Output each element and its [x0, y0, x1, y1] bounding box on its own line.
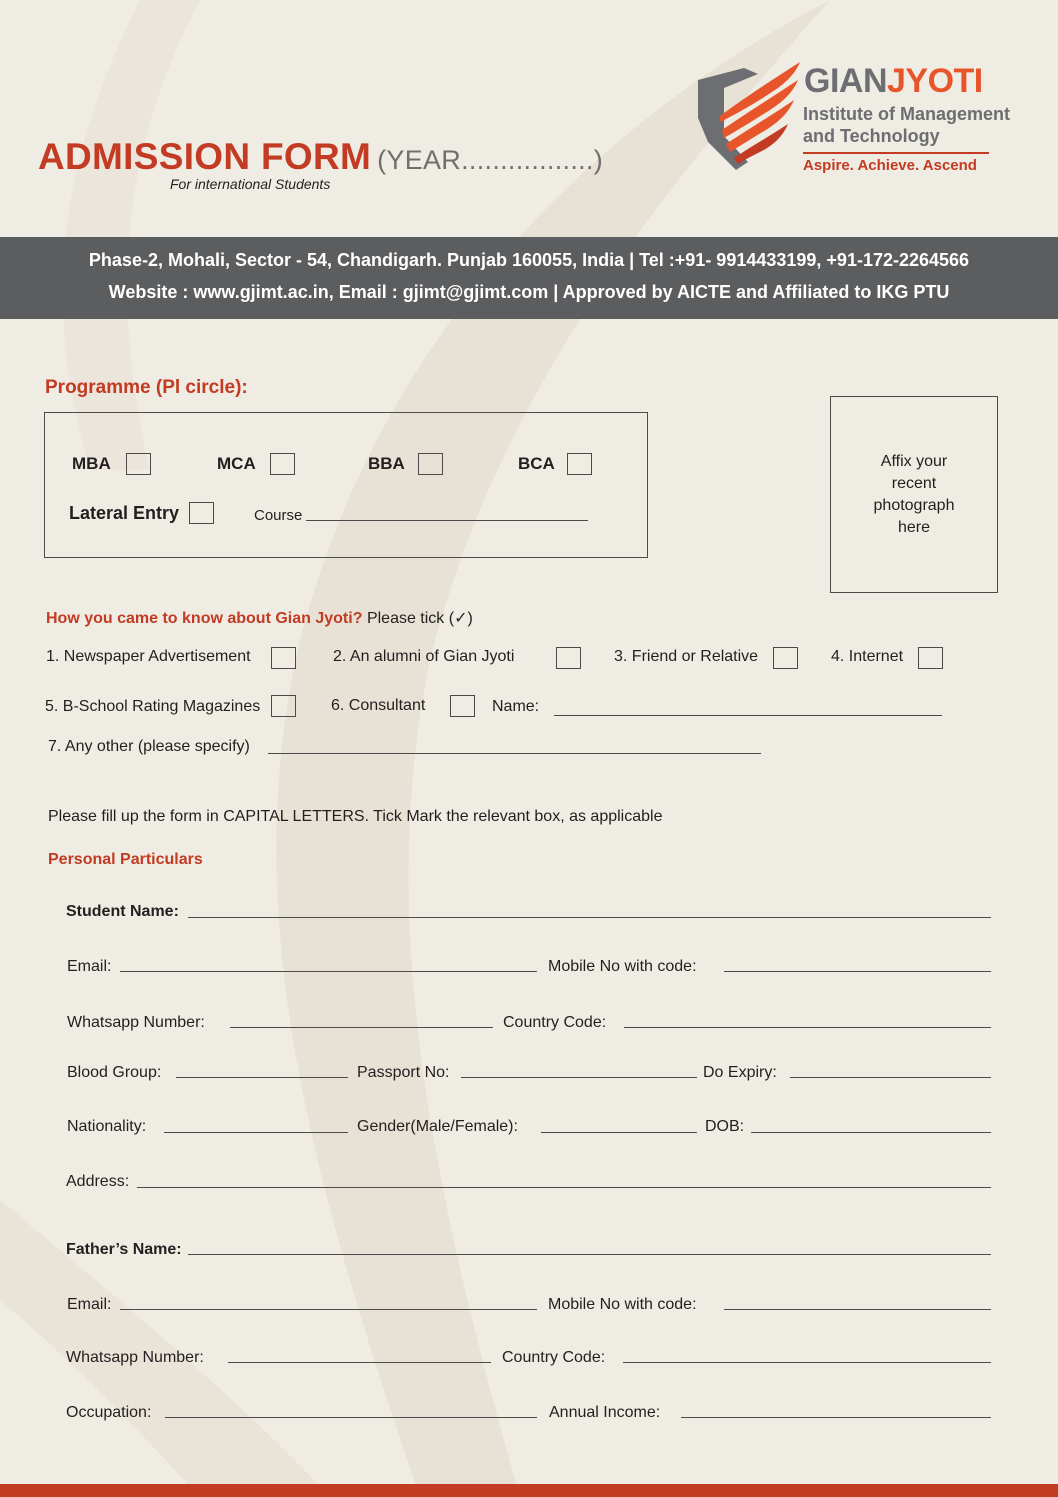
brand-name-gian: GIAN	[804, 62, 887, 100]
photo-instruction-line1: Affix your	[880, 453, 948, 470]
lateral-entry-checkbox[interactable]	[189, 502, 214, 524]
institute-name-line2: and Technology	[803, 126, 940, 146]
photo-instruction-line4: here	[897, 519, 931, 536]
photo-instruction-line3: photograph	[873, 497, 955, 514]
father-mobile-field[interactable]	[724, 1309, 991, 1310]
occupation-field[interactable]	[165, 1417, 537, 1418]
consultant-name-field[interactable]	[554, 715, 942, 716]
programme-option-bca-label: BCA	[518, 454, 555, 473]
occupation-label: Occupation:	[66, 1404, 152, 1421]
gender-label: Gender(Male/Female):	[357, 1118, 518, 1135]
annual-income-field[interactable]	[681, 1417, 991, 1418]
source-magazines-checkbox[interactable]	[271, 695, 296, 717]
annual-income-label: Annual Income:	[549, 1404, 661, 1421]
footer-bar	[0, 1484, 1058, 1497]
student-name-field[interactable]	[188, 917, 991, 918]
brand-name-jyoti: JYOTI	[887, 62, 983, 100]
source-option-newspaper-label: 1. Newspaper Advertisement	[46, 648, 251, 665]
source-option-consultant-label: 6. Consultant	[331, 697, 426, 714]
gian-jyoti-shield-logo-icon	[694, 58, 802, 176]
programme-option-mca-label: MCA	[217, 454, 256, 473]
source-option-magazines-label: 5. B-School Rating Magazines	[45, 698, 261, 715]
brand-tagline: Aspire. Achieve. Ascend	[803, 157, 977, 174]
father-mobile-label: Mobile No with code:	[548, 1296, 697, 1313]
contact-website-email: Website : www.gjimt.ac.in, Email : gjimt@gjimt.com | Approved by AICTE and Affiliated to IKG PTU	[108, 282, 950, 302]
passport-field[interactable]	[461, 1077, 697, 1078]
father-email-label: Email:	[67, 1296, 112, 1313]
student-mobile-label: Mobile No with code:	[548, 958, 697, 975]
source-option-alumni-label: 2. An alumni of Gian Jyoti	[333, 648, 515, 665]
source-friend-checkbox[interactable]	[773, 647, 798, 669]
student-email-label: Email:	[67, 958, 112, 975]
source-option-friend-label: 3. Friend or Relative	[614, 648, 759, 665]
brand-name	[804, 62, 983, 101]
programme-option-mba-label: MBA	[72, 454, 111, 473]
programme-mba-checkbox[interactable]	[126, 453, 151, 475]
personal-particulars-heading: Personal Particulars	[48, 851, 203, 868]
course-label: Course	[254, 507, 303, 524]
programme-heading: Programme (Pl circle):	[45, 377, 248, 398]
source-heading-instruction: Please tick (✓)	[366, 610, 473, 627]
contact-address-phone: Phase-2, Mohali, Sector - 54, Chandigarh. Punjab 160055, India | Tel :+91- 9914433199, +91-172-2264566	[88, 250, 970, 270]
do-expiry-label: Do Expiry:	[703, 1064, 777, 1081]
father-name-field[interactable]	[188, 1254, 991, 1255]
father-name-label: Father’s Name:	[66, 1241, 182, 1258]
student-whatsapp-label: Whatsapp Number:	[67, 1014, 205, 1031]
programme-bca-checkbox[interactable]	[567, 453, 592, 475]
lateral-entry-label: Lateral Entry	[69, 503, 180, 523]
father-country-code-field[interactable]	[623, 1362, 991, 1363]
student-name-label: Student Name:	[66, 903, 179, 920]
student-whatsapp-field[interactable]	[230, 1027, 493, 1028]
consultant-name-label: Name:	[492, 698, 540, 715]
father-email-field[interactable]	[120, 1309, 537, 1310]
source-alumni-checkbox[interactable]	[556, 647, 581, 669]
student-country-code-field[interactable]	[624, 1027, 991, 1028]
institute-name	[803, 103, 1033, 147]
student-email-field[interactable]	[120, 971, 537, 972]
programme-mca-checkbox[interactable]	[270, 453, 295, 475]
address-label: Address:	[66, 1173, 130, 1190]
form-title-year: (YEAR.................)	[377, 145, 604, 175]
dob-label: DOB:	[705, 1118, 745, 1135]
source-consultant-checkbox[interactable]	[450, 695, 475, 717]
programme-box	[44, 412, 648, 558]
course-field[interactable]	[306, 520, 588, 521]
source-option-other-label: 7. Any other (please specify)	[48, 738, 250, 755]
blood-group-field[interactable]	[176, 1077, 348, 1078]
father-whatsapp-field[interactable]	[228, 1362, 491, 1363]
source-option-internet-label: 4. Internet	[831, 648, 904, 665]
photo-instruction-line2: recent	[891, 475, 937, 492]
form-instruction: Please fill up the form in CAPITAL LETTERS. Tick Mark the relevant box, as applicable	[48, 808, 663, 825]
passport-label: Passport No:	[357, 1064, 450, 1081]
source-internet-checkbox[interactable]	[918, 647, 943, 669]
source-heading-question: How you came to know about Gian Jyoti?	[46, 610, 363, 627]
form-title	[38, 136, 603, 178]
dob-field[interactable]	[751, 1132, 991, 1133]
programme-bba-checkbox[interactable]	[418, 453, 443, 475]
father-country-code-label: Country Code:	[502, 1349, 606, 1366]
brand-divider	[803, 152, 989, 154]
do-expiry-field[interactable]	[790, 1077, 991, 1078]
programme-option-bba-label: BBA	[368, 454, 405, 473]
photo-box	[830, 396, 998, 593]
photo-instructions	[831, 451, 997, 539]
source-heading	[46, 608, 473, 628]
gender-field[interactable]	[541, 1132, 697, 1133]
student-mobile-field[interactable]	[724, 971, 991, 972]
source-other-field[interactable]	[268, 753, 761, 754]
address-field[interactable]	[137, 1187, 991, 1188]
institute-name-line1: Institute of Management	[803, 104, 1011, 124]
blood-group-label: Blood Group:	[67, 1064, 162, 1081]
nationality-field[interactable]	[164, 1132, 348, 1133]
source-newspaper-checkbox[interactable]	[271, 647, 296, 669]
nationality-label: Nationality:	[67, 1118, 147, 1135]
student-country-code-label: Country Code:	[503, 1014, 607, 1031]
form-subtitle: For international Students	[170, 176, 331, 192]
form-title-main: ADMISSION FORM	[38, 136, 372, 177]
father-whatsapp-label: Whatsapp Number:	[66, 1349, 204, 1366]
contact-band	[0, 237, 1058, 319]
